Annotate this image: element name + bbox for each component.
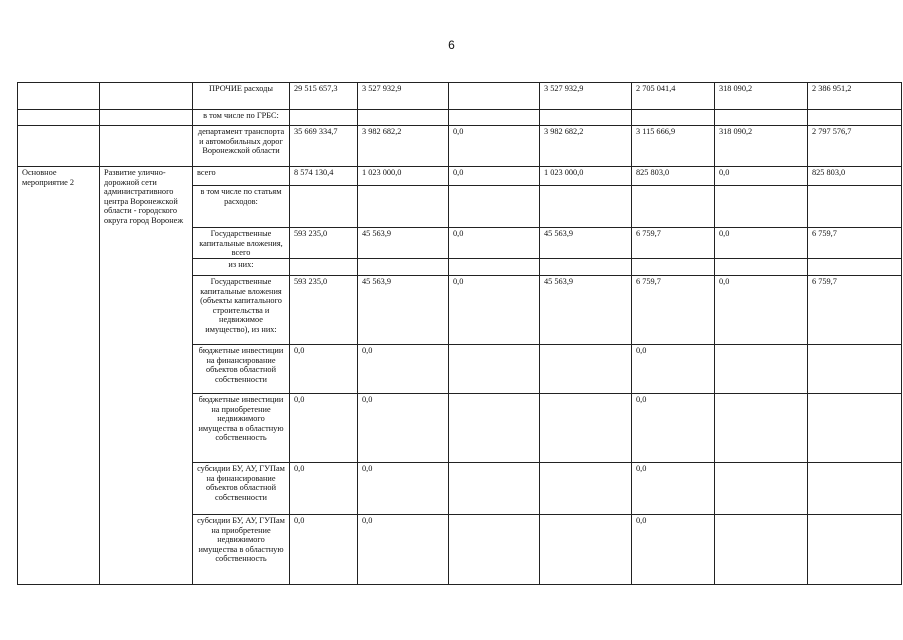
cell-value: 3 527 932,9	[358, 83, 449, 110]
cell-value	[449, 110, 540, 126]
cell-value	[449, 259, 540, 276]
cell-value	[632, 110, 715, 126]
cell-expense-type: Государственные капитальные вложения (объекты капитального строительства и недвижимое имущество), из них:	[193, 276, 290, 345]
table-row	[18, 110, 902, 126]
cell-value: 0,0	[715, 228, 808, 259]
cell-value: 0,0	[358, 515, 449, 585]
cell-value	[358, 259, 449, 276]
cell-title	[100, 83, 193, 110]
cell-value	[540, 463, 632, 515]
cell-expense-type: департамент транспорта и автомобильных дорог Воронежской области	[193, 126, 290, 167]
cell-value	[540, 110, 632, 126]
cell-value: 6 759,7	[808, 276, 902, 345]
cell-expense-type: субсидии БУ, АУ, ГУПам на финансирование объектов областной собственности	[193, 463, 290, 515]
cell-expense-type: бюджетные инвестиции на финансирование объектов областной собственности	[193, 345, 290, 394]
cell-value: 6 759,7	[808, 228, 902, 259]
cell-expense-type: Государственные капитальные вложения, всего	[193, 228, 290, 259]
cell-value	[449, 83, 540, 110]
cell-value: 0,0	[632, 463, 715, 515]
cell-expense-type: бюджетные инвестиции на приобретение недвижимого имущества в областную собственность	[193, 394, 290, 463]
cell-value	[715, 110, 808, 126]
page-number: 6	[448, 38, 455, 52]
cell-title	[100, 110, 193, 126]
cell-value	[290, 186, 358, 228]
cell-expense-type: всего	[193, 167, 290, 186]
cell-value: 0,0	[290, 345, 358, 394]
cell-value: 0,0	[449, 167, 540, 186]
cell-value: 593 235,0	[290, 276, 358, 345]
cell-value	[808, 463, 902, 515]
cell-value	[290, 110, 358, 126]
cell-expense-type: ПРОЧИЕ расходы	[193, 83, 290, 110]
cell-value: 318 090,2	[715, 126, 808, 167]
cell-value: 0,0	[632, 345, 715, 394]
cell-expense-type: из них:	[193, 259, 290, 276]
cell-value: 318 090,2	[715, 83, 808, 110]
cell-value: 45 563,9	[358, 276, 449, 345]
cell-value	[449, 515, 540, 585]
cell-title: Развитие улично-дорожной сети административного центра Воронежской области - городского округа город Воронеж	[100, 167, 193, 585]
cell-value: 0,0	[715, 167, 808, 186]
cell-value: 1 023 000,0	[540, 167, 632, 186]
cell-value: 3 115 666,9	[632, 126, 715, 167]
cell-program	[18, 110, 100, 126]
cell-title	[100, 126, 193, 167]
cell-value	[808, 394, 902, 463]
cell-value	[540, 345, 632, 394]
cell-value: 0,0	[632, 394, 715, 463]
cell-value: 0,0	[632, 515, 715, 585]
cell-value	[449, 186, 540, 228]
cell-value: 825 803,0	[808, 167, 902, 186]
cell-value	[290, 259, 358, 276]
cell-value	[449, 394, 540, 463]
cell-value	[808, 345, 902, 394]
cell-value	[632, 259, 715, 276]
cell-value: 593 235,0	[290, 228, 358, 259]
cell-value	[358, 186, 449, 228]
cell-value: 825 803,0	[632, 167, 715, 186]
cell-value	[540, 394, 632, 463]
cell-program: Основное мероприятие 2	[18, 167, 100, 585]
cell-value: 0,0	[449, 126, 540, 167]
cell-value: 45 563,9	[540, 228, 632, 259]
cell-expense-type: в том числе по статьям расходов:	[193, 186, 290, 228]
cell-value	[808, 186, 902, 228]
cell-value: 6 759,7	[632, 228, 715, 259]
cell-value: 3 527 932,9	[540, 83, 632, 110]
cell-value: 0,0	[449, 276, 540, 345]
cell-value: 3 982 682,2	[358, 126, 449, 167]
cell-value: 1 023 000,0	[358, 167, 449, 186]
cell-value: 2 705 041,4	[632, 83, 715, 110]
cell-expense-type: в том числе по ГРБС:	[193, 110, 290, 126]
budget-table	[17, 82, 902, 585]
table-row	[18, 126, 902, 167]
cell-value: 0,0	[290, 515, 358, 585]
cell-value	[632, 186, 715, 228]
cell-value: 45 563,9	[540, 276, 632, 345]
cell-value: 0,0	[290, 394, 358, 463]
cell-value	[808, 259, 902, 276]
cell-value	[358, 110, 449, 126]
cell-program	[18, 126, 100, 167]
cell-expense-type: субсидии БУ, АУ, ГУПам на приобретение недвижимого имущества в областную собственность	[193, 515, 290, 585]
cell-value: 2 797 576,7	[808, 126, 902, 167]
cell-value: 0,0	[358, 394, 449, 463]
cell-value	[808, 110, 902, 126]
cell-value: 3 982 682,2	[540, 126, 632, 167]
cell-value	[715, 463, 808, 515]
cell-value: 0,0	[449, 228, 540, 259]
cell-value	[715, 515, 808, 585]
cell-value	[808, 515, 902, 585]
cell-program	[18, 83, 100, 110]
cell-value	[540, 186, 632, 228]
table-row	[18, 83, 902, 110]
cell-value: 6 759,7	[632, 276, 715, 345]
cell-value	[715, 345, 808, 394]
cell-value	[540, 259, 632, 276]
cell-value	[715, 259, 808, 276]
cell-value: 0,0	[290, 463, 358, 515]
cell-value: 29 515 657,3	[290, 83, 358, 110]
cell-value	[715, 186, 808, 228]
cell-value: 45 563,9	[358, 228, 449, 259]
cell-value	[449, 345, 540, 394]
cell-value: 8 574 130,4	[290, 167, 358, 186]
table-row	[18, 167, 902, 186]
cell-value: 2 386 951,2	[808, 83, 902, 110]
cell-value: 0,0	[358, 345, 449, 394]
cell-value	[715, 394, 808, 463]
cell-value	[540, 515, 632, 585]
cell-value	[449, 463, 540, 515]
cell-value: 0,0	[715, 276, 808, 345]
cell-value: 35 669 334,7	[290, 126, 358, 167]
cell-value: 0,0	[358, 463, 449, 515]
